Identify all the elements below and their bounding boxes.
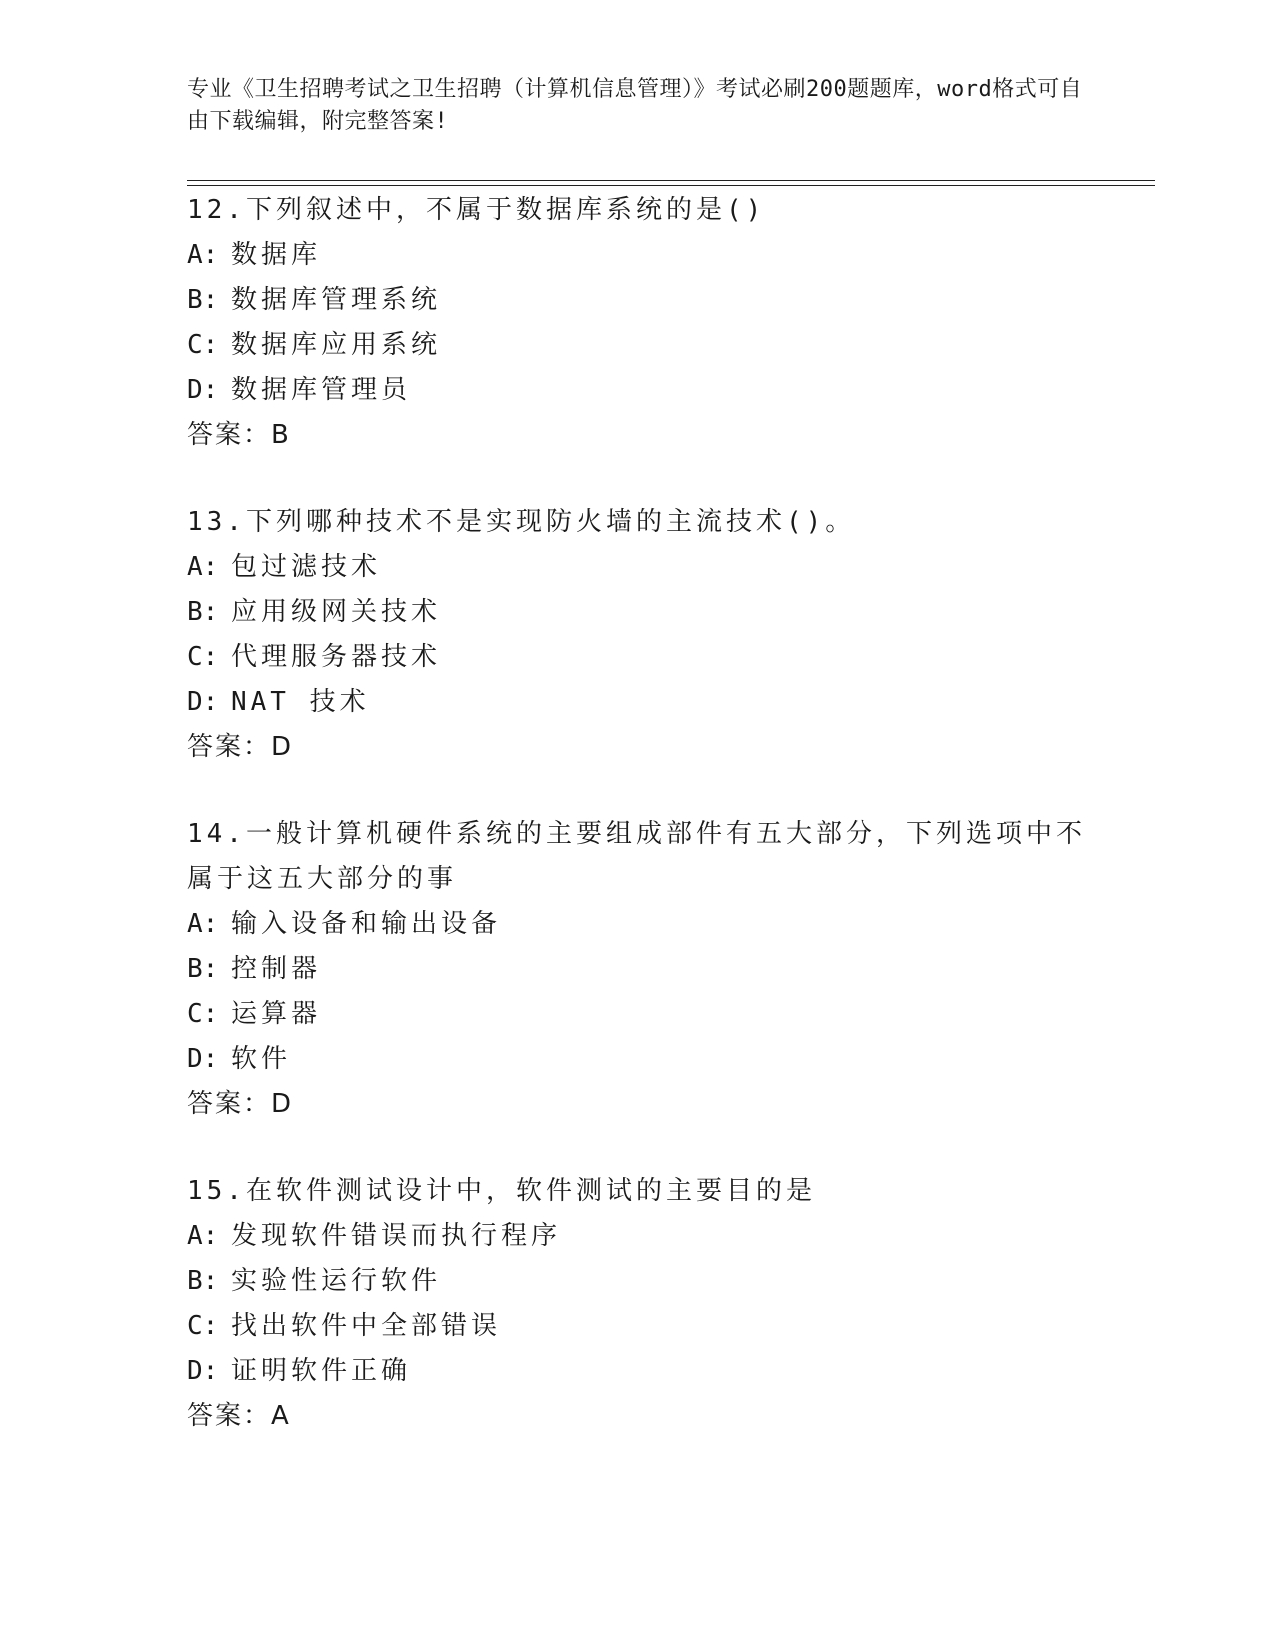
option-letter: C: (187, 1311, 219, 1341)
option-b (187, 590, 1087, 635)
option-letter: D: (187, 1356, 219, 1386)
option-d (187, 680, 1087, 725)
option-letter: A: (187, 1221, 219, 1251)
answer-label: 答案： (187, 1401, 272, 1431)
document-header (187, 74, 1087, 138)
option-text: NAT 技术 (231, 687, 370, 717)
option-a (187, 233, 1087, 278)
option-letter: B: (187, 1266, 219, 1296)
option-text: 发现软件错误而执行程序 (231, 1221, 562, 1251)
answer-line (187, 1394, 1087, 1439)
answer-value: B (271, 420, 289, 450)
question-stem: 13.下列哪种技术不是实现防火墙的主流技术()。 (187, 507, 856, 537)
answer-label: 答案： (187, 732, 272, 762)
option-text: 运算器 (231, 999, 322, 1029)
option-letter: C: (187, 999, 219, 1029)
answer-line (187, 413, 1087, 458)
option-text: 证明软件正确 (231, 1356, 412, 1386)
option-b (187, 947, 1087, 992)
option-a (187, 902, 1087, 947)
option-letter: D: (187, 1044, 219, 1074)
option-text: 代理服务器技术 (231, 642, 442, 672)
answer-label: 答案： (187, 420, 272, 450)
question-14 (187, 812, 1087, 1127)
option-text: 包过滤技术 (231, 552, 382, 582)
header-divider-top (187, 180, 1155, 181)
option-text: 数据库管理系统 (231, 285, 442, 315)
option-letter: B: (187, 597, 219, 627)
option-d (187, 368, 1087, 413)
option-text: 数据库 (231, 240, 322, 270)
question-stem: 15.在软件测试设计中，软件测试的主要目的是 (187, 1176, 816, 1206)
option-b (187, 278, 1087, 323)
option-text: 控制器 (231, 954, 322, 984)
option-letter: A: (187, 552, 219, 582)
option-text: 应用级网关技术 (231, 597, 442, 627)
option-letter: B: (187, 285, 219, 315)
option-letter: C: (187, 330, 219, 360)
question-13 (187, 500, 1087, 770)
question-12 (187, 188, 1087, 458)
option-d (187, 1037, 1087, 1082)
option-text: 实验性运行软件 (231, 1266, 442, 1296)
question-stem: 12.下列叙述中，不属于数据库系统的是() (187, 195, 766, 225)
option-letter: C: (187, 642, 219, 672)
option-c (187, 323, 1087, 368)
option-text: 数据库应用系统 (231, 330, 442, 360)
option-text: 数据库管理员 (231, 375, 412, 405)
option-text: 软件 (231, 1044, 292, 1074)
option-d (187, 1349, 1087, 1394)
question-list (187, 188, 1087, 1481)
option-c (187, 1304, 1087, 1349)
option-letter: D: (187, 687, 219, 717)
answer-label: 答案： (187, 1089, 272, 1119)
option-letter: D: (187, 375, 219, 405)
option-letter: A: (187, 240, 219, 270)
option-a (187, 1214, 1087, 1259)
answer-line (187, 725, 1087, 770)
option-text: 输入设备和输出设备 (231, 909, 502, 939)
option-b (187, 1259, 1087, 1304)
option-letter: A: (187, 909, 219, 939)
answer-line (187, 1082, 1087, 1127)
option-c (187, 992, 1087, 1037)
option-a (187, 545, 1087, 590)
header-intro-text: 专业《卫生招聘考试之卫生招聘（计算机信息管理）》考试必刷200题题库，word格式可自由下载编辑，附完整答案! (187, 77, 1083, 134)
answer-value: A (271, 1401, 289, 1431)
option-text: 找出软件中全部错误 (231, 1311, 502, 1341)
question-stem: 14.一般计算机硬件系统的主要组成部件有五大部分，下列选项中不属于这五大部分的事 (187, 819, 1086, 894)
option-letter: B: (187, 954, 219, 984)
answer-value: D (271, 732, 292, 762)
question-15 (187, 1169, 1087, 1439)
option-c (187, 635, 1087, 680)
header-divider-bottom (187, 185, 1155, 186)
answer-value: D (271, 1089, 292, 1119)
